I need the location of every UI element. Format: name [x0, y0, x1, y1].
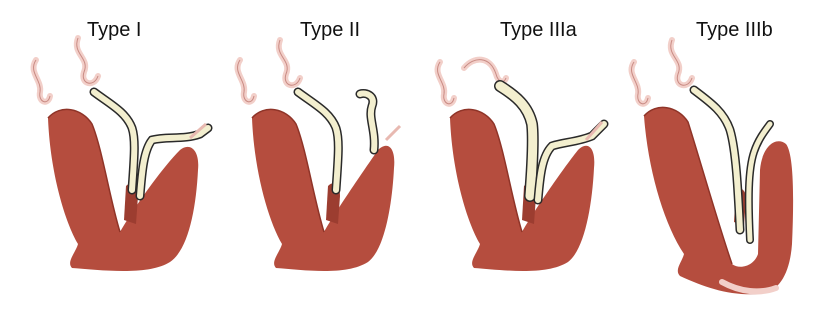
- vein-right: [671, 40, 692, 85]
- heart-illustration: [420, 0, 620, 310]
- heart-illustration: [620, 0, 820, 310]
- vein-left: [438, 62, 454, 104]
- panel-type-2: [218, 0, 418, 310]
- panel-label: Type I: [87, 19, 142, 41]
- panel-label: Type IIIa: [500, 19, 577, 41]
- ventricle-wall: [450, 109, 594, 271]
- panel-type-1: [20, 0, 220, 310]
- panel-label: Type II: [300, 19, 361, 41]
- vein-left: [34, 60, 50, 102]
- vein-left: [632, 62, 648, 104]
- vein-right: [279, 40, 300, 85]
- panel-type-3a: [420, 0, 620, 310]
- vein-left: [238, 60, 254, 102]
- panel-type-3b: [620, 0, 820, 310]
- vein-right: [464, 60, 506, 82]
- heart-illustration: [20, 0, 220, 310]
- heart-illustration: [218, 0, 418, 310]
- vein-right: [77, 38, 98, 83]
- panel-label: Type IIIb: [696, 19, 773, 41]
- ventricle-wall: [644, 107, 793, 294]
